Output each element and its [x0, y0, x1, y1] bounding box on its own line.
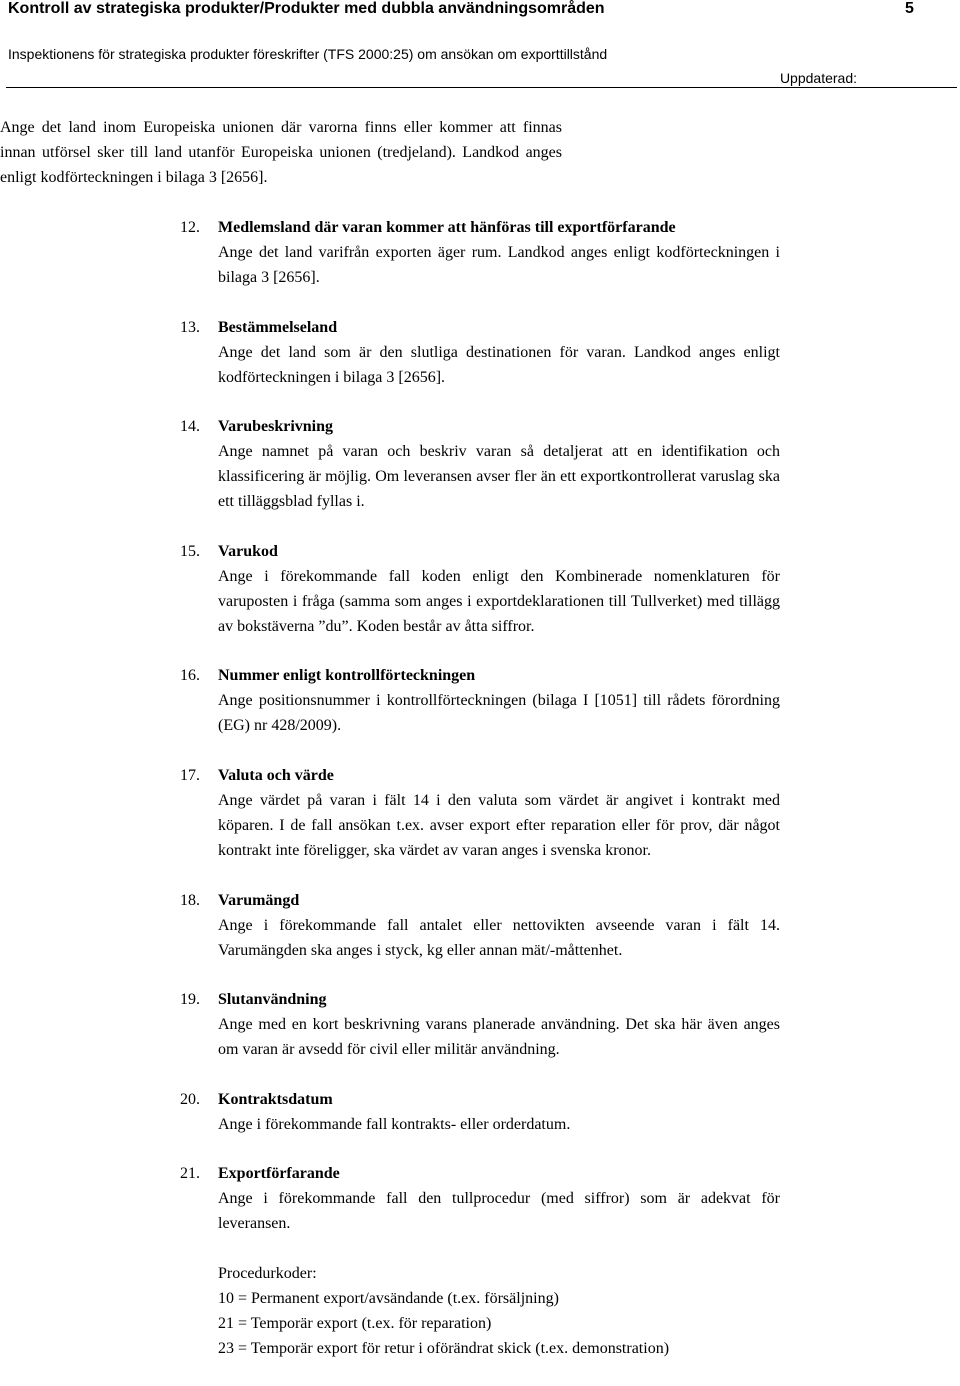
item-title: Medlemsland där varan kommer att hänföras till exportförfarande [218, 219, 676, 236]
list-item [0, 215, 960, 290]
item-number: 18. [180, 891, 200, 909]
document-subtitle: Inspektionens för strategiska produkter föreskrifter (TFS 2000:25) om ansökan om exporttillstånd [8, 46, 608, 62]
header-divider [6, 87, 957, 88]
document-body [0, 115, 960, 1386]
item-title: Kontraktsdatum [218, 1090, 333, 1108]
item-title: Nummer enligt kontrollförteckningen [218, 667, 476, 685]
item-text: Ange i förekommande fall kontrakts- eller orderdatum. [218, 1115, 571, 1133]
list-item [0, 987, 960, 1062]
list-item [0, 663, 960, 738]
list-item [0, 763, 960, 863]
item-title: Slutanvändning [218, 991, 327, 1009]
item-text: Ange med en kort beskrivning varans planerade användning. Det ska här även anges om varan är avsedd för civil eller militär användning. [218, 1016, 780, 1059]
item-number: 21. [180, 1165, 200, 1183]
item-text: Ange det land som är den slutliga destinationen för varan. Landkod anges enligt kodförteckningen i bilaga 3 [2656]. [218, 343, 780, 386]
procedure-code-line: 23 = Temporär export för retur i oförändrat skick (t.ex. demonstration) [218, 1340, 670, 1358]
item-title: Exportförfarande [218, 1165, 340, 1183]
item-text: Ange i förekommande fall antalet eller nettovikten avseende varan i fält 14. Varumängden ska anges i styck, kg eller annan mät/-måttenhet. [218, 916, 780, 959]
item-number: 15. [180, 542, 200, 560]
item-title: Bestämmelseland [218, 318, 338, 336]
item-title: Valuta och värde [218, 766, 334, 784]
procedure-codes [218, 1261, 780, 1361]
procedure-code-line: 10 = Permanent export/avsändande (t.ex. försäljning) [218, 1290, 559, 1308]
item-number: 12. [180, 219, 200, 236]
item-number: 19. [180, 991, 200, 1009]
item-number: 20. [180, 1090, 200, 1108]
item-text: Ange värdet på varan i fält 14 i den valuta som värdet är angivet i kontrakt med köparen. I de fall ansökan t.ex. avser export efter reparation eller för prov, där något kontrakt inte föreligger, ska värdet av varan anges i svenska kronor. [218, 791, 780, 859]
list-item [0, 888, 960, 963]
item-text: Ange positionsnummer i kontrollförteckningen (bilaga I [1051] till rådets förordning (EG) nr 428/2009). [218, 692, 780, 735]
item-text: Ange namnet på varan och beskriv varan så detaljerat att en identifikation och klassificering är möjlig. Om leveransen avser fler än ett exportkontrollerat varuslag ska ett tilläggsblad fyllas i. [218, 443, 780, 511]
item-number: 13. [180, 318, 200, 336]
procedure-codes-label: Procedurkoder: [218, 1265, 317, 1283]
item-number: 14. [180, 418, 200, 436]
list-item [0, 1087, 960, 1137]
item-text: Ange i förekommande fall den tullprocedur (med siffror) som är adekvat för leveransen. [218, 1190, 780, 1233]
item-number: 17. [180, 766, 200, 784]
procedure-code-line: 21 = Temporär export (t.ex. för reparation) [218, 1315, 492, 1333]
list-item [0, 1161, 960, 1361]
item-text: Ange i förekommande fall koden enligt den Kombinerade nomenklaturen för varuposten i fråga (samma som anges i exportdeklarationen till Tullverket) med tillägg av bokstäverna ”du”. Koden består av åtta siffror. [218, 567, 780, 635]
item-title: Varumängd [218, 891, 300, 909]
list-item [0, 539, 960, 639]
item-number: 16. [180, 667, 200, 685]
page-number: 5 [905, 0, 914, 17]
item-text: Ange det land varifrån exporten äger rum. Landkod anges enligt kodförteckningen i bilaga 3 [2656]. [218, 244, 780, 286]
updated-label: Uppdaterad: [779, 70, 857, 86]
document-title: Kontroll av strategiska produkter/Produkter med dubbla användningsområden [8, 0, 605, 17]
item-title: Varubeskrivning [218, 418, 333, 436]
item-title: Varukod [218, 542, 278, 560]
list-item [0, 315, 960, 390]
intro-paragraph: Ange det land inom Europeiska unionen där varorna finns eller kommer att finnas innan utförsel sker till land utanför Europeiska unionen (tredjeland). Landkod anges enligt kodförteckningen i bilaga 3 [2656]. [0, 119, 562, 186]
list-item [0, 414, 960, 514]
